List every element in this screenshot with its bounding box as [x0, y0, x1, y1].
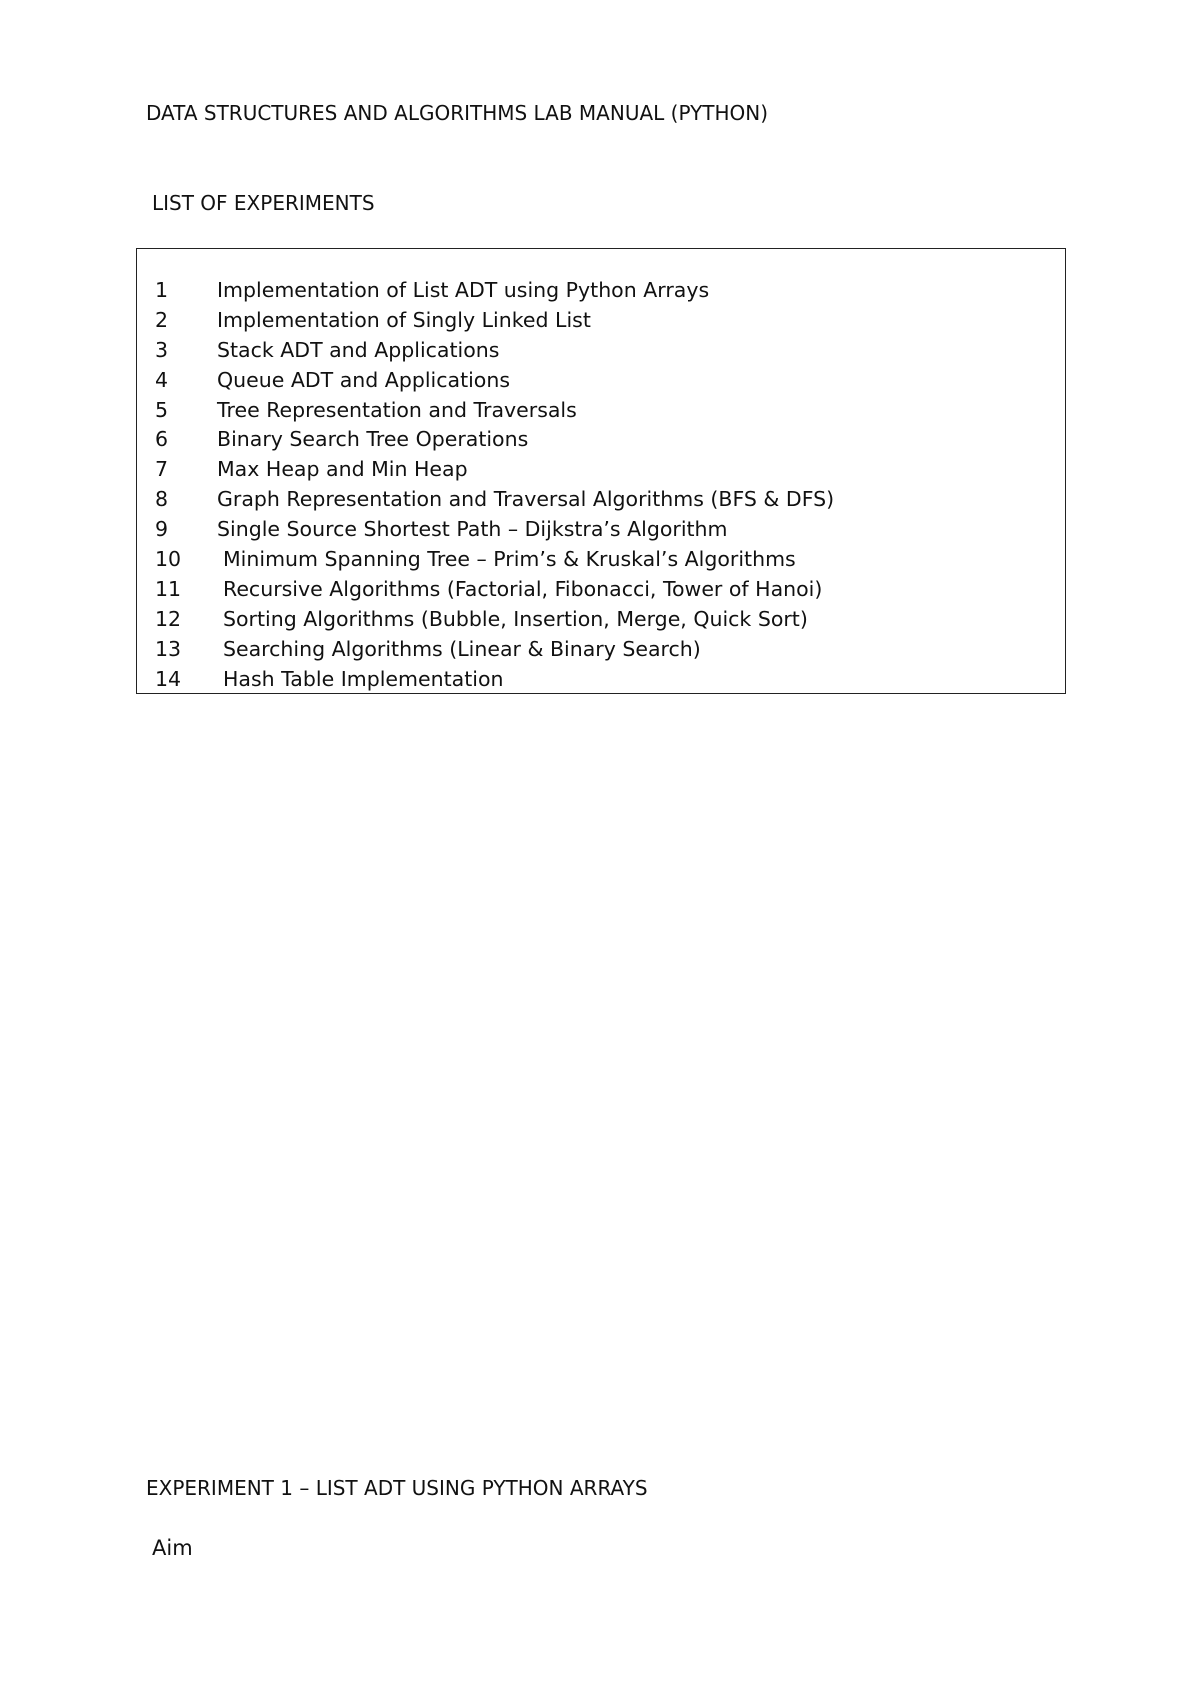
experiment-number: 6 — [155, 427, 169, 452]
experiment-title: Minimum Spanning Tree – Prim’s & Kruskal’s Algorithms — [223, 547, 796, 572]
experiment-number: 10 — [155, 547, 182, 572]
experiment-number: 12 — [155, 606, 182, 631]
experiment-number: 14 — [155, 666, 182, 691]
experiment-row — [155, 459, 834, 489]
experiment-number: 4 — [155, 367, 169, 392]
experiment-title: Implementation of Singly Linked List — [217, 307, 591, 332]
experiment-number: 1 — [155, 278, 169, 302]
experiment-row — [155, 606, 834, 639]
experiment-number: 13 — [155, 636, 182, 661]
experiment-number: 11 — [155, 576, 182, 601]
experiment-number: 2 — [155, 307, 169, 332]
experiment-row — [155, 337, 834, 370]
experiment-title: Tree Representation and Traversals — [217, 397, 577, 422]
experiment-row — [155, 549, 834, 579]
experiment-row — [155, 307, 834, 340]
experiment-title: Recursive Algorithms (Factorial, Fibonacci, Tower of Hanoi) — [223, 576, 823, 601]
experiment-row — [155, 519, 834, 549]
experiment-number: 8 — [155, 487, 169, 512]
experiments-list — [155, 280, 834, 698]
experiment-title: Stack ADT and Applications — [217, 337, 500, 362]
experiment-number: 7 — [155, 457, 169, 482]
experiment-row — [155, 489, 834, 519]
experiment-number: 5 — [155, 397, 169, 422]
experiment-row — [155, 397, 834, 430]
document-title: DATA STRUCTURES AND ALGORITHMS LAB MANUAL (PYTHON) — [146, 101, 769, 125]
list-of-experiments-heading: LIST OF EXPERIMENTS — [152, 191, 375, 215]
experiment-number: 9 — [155, 517, 169, 542]
experiment-title: Hash Table Implementation — [223, 666, 504, 691]
experiment-title: Single Source Shortest Path – Dijkstra’s Algorithm — [217, 517, 728, 542]
experiment-title: Implementation of List ADT using Python Arrays — [217, 278, 710, 302]
experiment-title: Binary Search Tree Operations — [217, 427, 529, 452]
experiment-row — [155, 636, 834, 669]
experiment-title: Graph Representation and Traversal Algorithms (BFS & DFS) — [217, 487, 835, 512]
experiment-row — [155, 576, 834, 609]
experiment-title: Queue ADT and Applications — [217, 367, 511, 392]
experiment-title: Searching Algorithms (Linear & Binary Search) — [223, 636, 701, 661]
experiment-row — [155, 429, 834, 459]
experiment-title: Sorting Algorithms (Bubble, Insertion, Merge, Quick Sort) — [223, 606, 808, 631]
experiment-1-heading: EXPERIMENT 1 – LIST ADT USING PYTHON ARRAYS — [146, 1476, 648, 1500]
experiment-row — [155, 666, 834, 699]
experiment-number: 3 — [155, 337, 169, 362]
experiment-row — [155, 367, 834, 400]
experiments-table — [136, 248, 1066, 694]
experiment-title: Max Heap and Min Heap — [217, 457, 468, 482]
experiment-row — [155, 280, 834, 310]
aim-label: Aim — [152, 1536, 193, 1560]
